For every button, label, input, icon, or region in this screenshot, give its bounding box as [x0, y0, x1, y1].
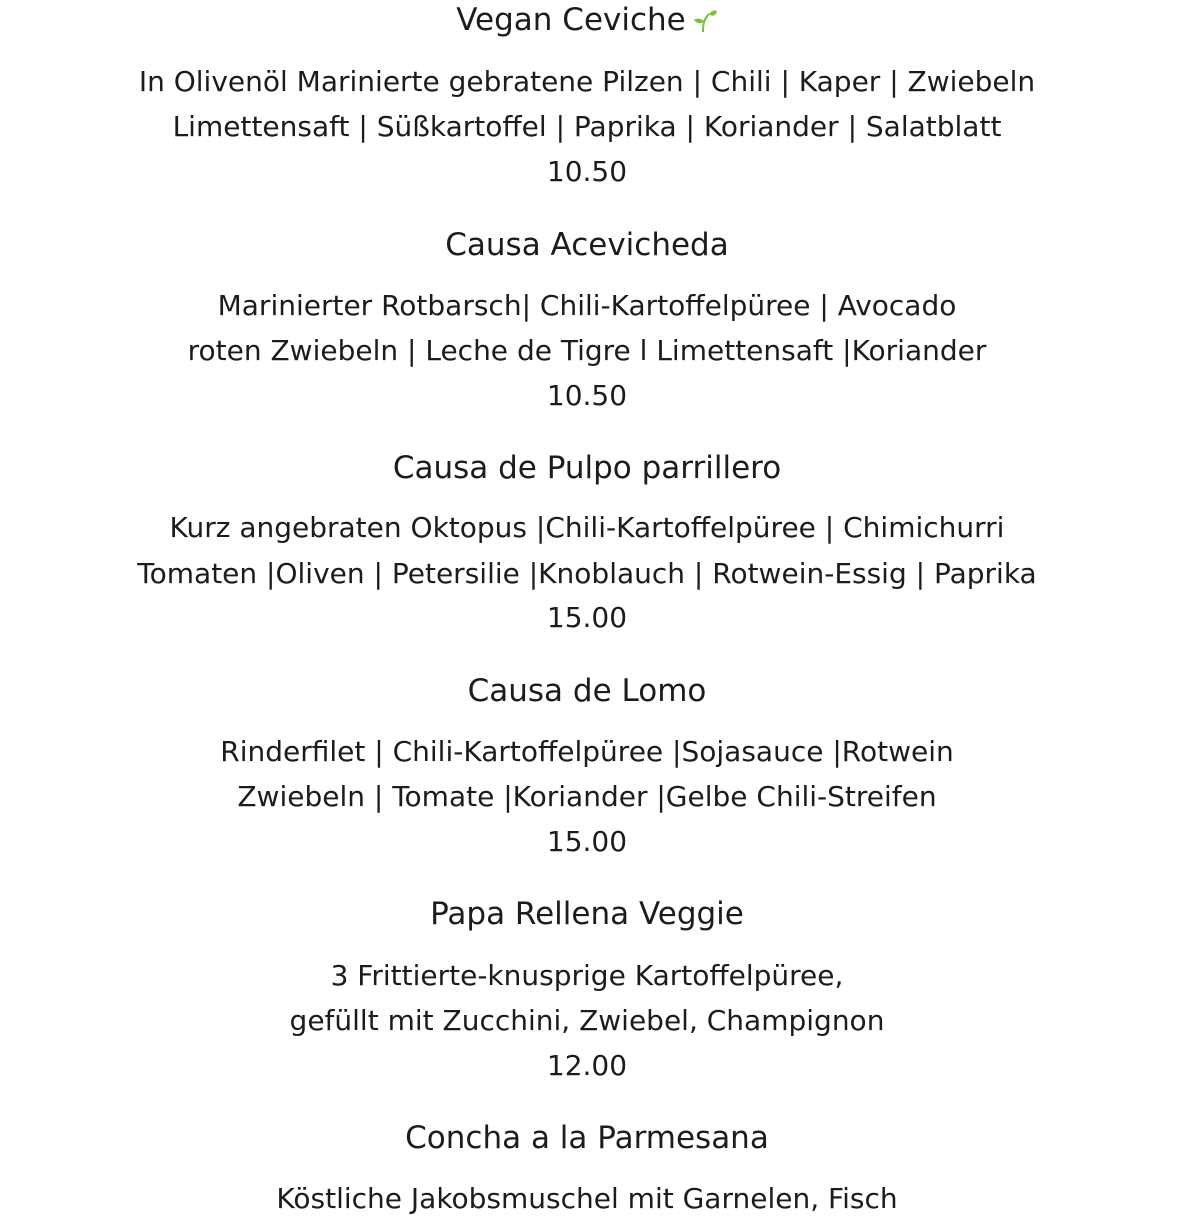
dish-title: Causa Acevicheda	[445, 227, 729, 263]
dish-price: 15.00	[546, 601, 628, 634]
dish-desc-line: Tomaten |Oliven | Petersilie |Knoblauch | Rotwein-Essig | Paprika	[137, 557, 1037, 590]
dish-desc-line: Köstliche Jakobsmuschel mit Garnelen, Fisch	[276, 1182, 898, 1215]
dish-title: Concha a la Parmesana	[405, 1120, 769, 1156]
sprout-icon	[690, 4, 718, 32]
dish-vegan-ceviche	[0, 0, 1174, 40]
dish-price: 10.50	[546, 379, 628, 412]
dish-title: Causa de Pulpo parrillero	[392, 450, 782, 486]
dish-desc-line: Rinderfilet | Chili-Kartoffelpüree |Sojasauce |Rotwein	[220, 735, 954, 768]
dish-desc-line: 3 Frittierte-knusprige Kartoffelpüree,	[330, 959, 844, 992]
dish-desc-line: roten Zwiebeln | Leche de Tigre l Limettensaft |Koriander	[187, 334, 987, 367]
dish-price: 15.00	[546, 825, 628, 858]
dish-price: 10.50	[546, 155, 628, 188]
dish-desc-line: Zwiebeln | Tomate |Koriander |Gelbe Chili-Streifen	[237, 780, 937, 813]
dish-desc-line: Kurz angebraten Oktopus |Chili-Kartoffelpüree | Chimichurri	[169, 511, 1005, 544]
dish-desc-line: gefüllt mit Zucchini, Zwiebel, Champignon	[289, 1004, 885, 1037]
dish-title: Causa de Lomo	[467, 673, 707, 709]
dish-title: Vegan Ceviche	[0, 0, 1174, 40]
dish-desc-line: Limettensaft | Süßkartoffel | Paprika | Koriander | Salatblatt	[172, 110, 1002, 143]
dish-desc-line: In Olivenöl Marinierte gebratene Pilzen | Chili | Kaper | Zwiebeln	[138, 65, 1036, 98]
dish-price: 12.00	[546, 1049, 628, 1082]
dish-title: Papa Rellena Veggie	[430, 896, 744, 932]
dish-desc-line: Marinierter Rotbarsch| Chili-Kartoffelpüree | Avocado	[217, 289, 957, 322]
